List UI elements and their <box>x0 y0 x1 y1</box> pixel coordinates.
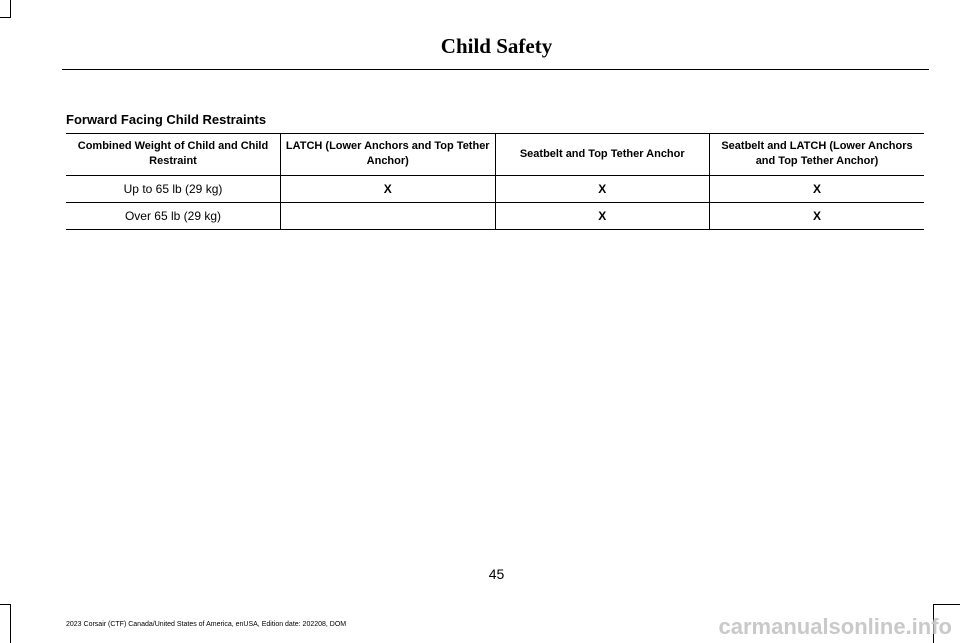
column-header-seatbelt-tether: Seatbelt and Top Tether Anchor <box>495 134 710 176</box>
seatbelt-latch-cell: X <box>710 176 925 203</box>
title-divider <box>62 69 929 70</box>
edition-footer: 2023 Corsair (CTF) Canada/United States of America, enUSA, Edition date: 202208, DOM <box>66 621 347 628</box>
crop-mark <box>10 604 11 643</box>
crop-mark <box>0 17 11 18</box>
crop-mark <box>933 604 960 605</box>
page-title: Child Safety <box>440 34 553 58</box>
restraints-table <box>66 133 924 230</box>
page-number: 45 <box>488 566 505 582</box>
seatbelt-tether-cell: X <box>495 203 710 230</box>
watermark-link[interactable]: carmanualsonline.info <box>718 614 952 639</box>
table-row <box>66 203 924 230</box>
section-heading: Forward Facing Child Restraints <box>66 112 267 127</box>
weight-cell: Over 65 lb (29 kg) <box>66 203 281 230</box>
latch-cell <box>281 203 496 230</box>
column-header-latch: LATCH (Lower Anchors and Top Tether Anchor) <box>281 134 496 176</box>
column-header-weight: Combined Weight of Child and Child Restraint <box>66 134 281 176</box>
table-row <box>66 176 924 203</box>
table-header-row <box>66 134 924 176</box>
column-header-seatbelt-latch: Seatbelt and LATCH (Lower Anchors and Top Tether Anchor) <box>710 134 925 176</box>
seatbelt-tether-cell: X <box>495 176 710 203</box>
latch-cell: X <box>281 176 496 203</box>
seatbelt-latch-cell: X <box>710 203 925 230</box>
crop-mark <box>0 604 11 605</box>
weight-cell: Up to 65 lb (29 kg) <box>66 176 281 203</box>
crop-mark <box>10 0 11 18</box>
